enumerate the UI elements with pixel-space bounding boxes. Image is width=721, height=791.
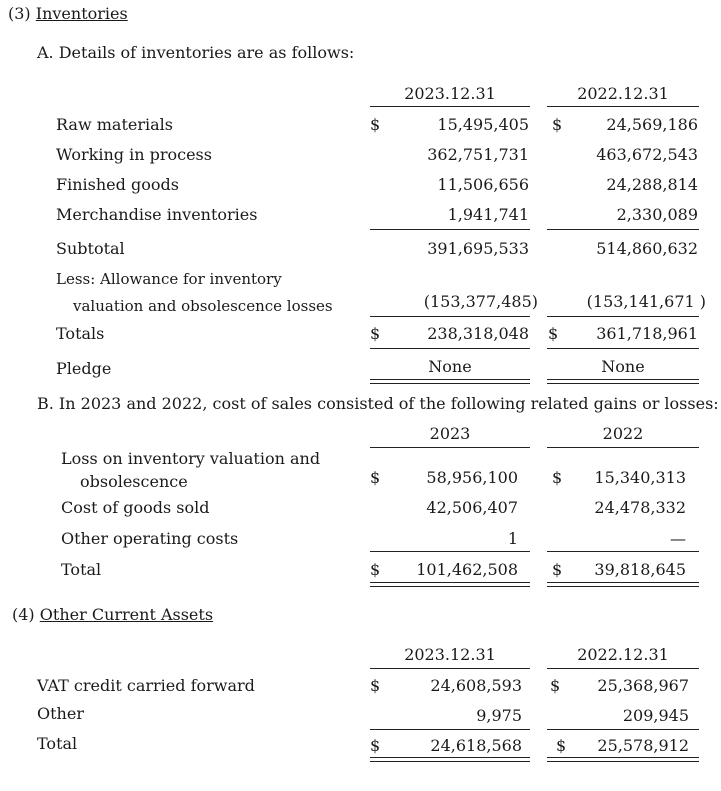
header-rule bbox=[547, 106, 699, 107]
row-label: Other operating costs bbox=[61, 529, 239, 548]
value-cell: 24,569,186 bbox=[606, 115, 698, 134]
allowance-value: (153,377,485) bbox=[423, 292, 538, 311]
subtotal-label: Subtotal bbox=[56, 239, 125, 258]
header-rule bbox=[547, 447, 699, 448]
total-label: Total bbox=[61, 560, 102, 579]
currency-symbol: $ bbox=[370, 560, 381, 579]
value-cell: 1,941,741 bbox=[447, 205, 529, 224]
header-rule bbox=[370, 106, 530, 107]
totals-rule bbox=[370, 316, 530, 317]
section-3-heading bbox=[8, 4, 128, 24]
total-value: 25,578,912 bbox=[597, 736, 689, 755]
currency-symbol: $ bbox=[552, 468, 563, 487]
allowance-label-line1: Less: Allowance for inventory bbox=[56, 270, 282, 288]
value-cell: — bbox=[670, 529, 686, 548]
value-cell: 1 bbox=[507, 529, 518, 548]
col-header-2023: 2023.12.31 bbox=[404, 84, 496, 103]
part-b-title: B. In 2023 and 2022, cost of sales consisted of the following related gains or losses: bbox=[37, 394, 719, 413]
total-label: Total bbox=[37, 734, 78, 753]
currency-symbol: $ bbox=[370, 676, 381, 695]
currency-symbol: $ bbox=[548, 324, 559, 343]
subtotal-value: 514,860,632 bbox=[596, 239, 698, 258]
col-header-2022: 2022.12.31 bbox=[577, 645, 669, 664]
value-cell: 2,330,089 bbox=[616, 205, 698, 224]
currency-symbol: $ bbox=[556, 736, 567, 755]
value-cell: 25,368,967 bbox=[597, 676, 689, 695]
total-value: 101,462,508 bbox=[416, 560, 518, 579]
allowance-value: (153,141,671 ) bbox=[586, 292, 706, 311]
currency-symbol: $ bbox=[552, 115, 563, 134]
total-rule bbox=[370, 729, 530, 730]
value-cell: 15,340,313 bbox=[594, 468, 686, 487]
row-label: Raw materials bbox=[56, 115, 173, 134]
total-double-rule bbox=[370, 757, 530, 762]
row-label: Finished goods bbox=[56, 175, 179, 194]
header-rule bbox=[370, 447, 530, 448]
value-cell: 24,608,593 bbox=[430, 676, 522, 695]
section-3-title: Inventories bbox=[35, 4, 128, 23]
header-rule bbox=[370, 668, 530, 669]
currency-symbol: $ bbox=[370, 736, 381, 755]
value-cell: 42,506,407 bbox=[426, 498, 518, 517]
total-rule bbox=[370, 551, 530, 552]
total-double-rule bbox=[370, 582, 530, 587]
totals-bottom-rule bbox=[370, 348, 530, 349]
total-double-rule bbox=[547, 757, 699, 762]
value-cell: 15,495,405 bbox=[437, 115, 529, 134]
total-double-rule bbox=[547, 582, 699, 587]
col-header-2023: 2023.12.31 bbox=[404, 645, 496, 664]
currency-symbol: $ bbox=[552, 560, 563, 579]
value-cell: 24,478,332 bbox=[594, 498, 686, 517]
section-4-number: (4) bbox=[12, 605, 35, 624]
pledge-double-rule bbox=[547, 379, 699, 384]
pledge-value: None bbox=[428, 357, 472, 376]
row-label: Merchandise inventories bbox=[56, 205, 258, 224]
totals-value: 361,718,961 bbox=[596, 324, 698, 343]
pledge-double-rule bbox=[370, 379, 530, 384]
value-cell: 362,751,731 bbox=[427, 145, 529, 164]
subtotal-rule bbox=[370, 229, 530, 230]
value-cell: 463,672,543 bbox=[596, 145, 698, 164]
row-label: VAT credit carried forward bbox=[37, 676, 255, 695]
currency-symbol: $ bbox=[370, 115, 381, 134]
value-cell: 24,288,814 bbox=[606, 175, 698, 194]
col-header-2022: 2022 bbox=[602, 424, 644, 443]
col-header-2023: 2023 bbox=[429, 424, 471, 443]
row-label: Other bbox=[37, 704, 84, 723]
totals-bottom-rule bbox=[547, 348, 699, 349]
total-rule bbox=[547, 551, 699, 552]
subtotal-value: 391,695,533 bbox=[427, 239, 529, 258]
currency-symbol: $ bbox=[370, 468, 381, 487]
row-label-cont: obsolescence bbox=[80, 472, 188, 491]
pledge-value: None bbox=[601, 357, 645, 376]
part-a-title: A. Details of inventories are as follows: bbox=[37, 43, 355, 62]
row-label: Loss on inventory valuation and bbox=[61, 449, 321, 468]
row-label: Cost of goods sold bbox=[61, 498, 210, 517]
total-value: 24,618,568 bbox=[430, 736, 522, 755]
section-4-heading bbox=[12, 605, 213, 625]
header-rule bbox=[547, 668, 699, 669]
value-cell: 58,956,100 bbox=[426, 468, 518, 487]
currency-symbol: $ bbox=[550, 676, 561, 695]
pledge-label: Pledge bbox=[56, 359, 112, 378]
value-cell: 209,945 bbox=[622, 706, 689, 725]
total-rule bbox=[547, 729, 699, 730]
currency-symbol: $ bbox=[370, 324, 381, 343]
allowance-label-line2: valuation and obsolescence losses bbox=[73, 297, 333, 315]
subtotal-rule bbox=[547, 229, 699, 230]
totals-value: 238,318,048 bbox=[427, 324, 529, 343]
value-cell: 11,506,656 bbox=[437, 175, 529, 194]
totals-rule bbox=[547, 316, 699, 317]
row-label: Working in process bbox=[56, 145, 212, 164]
totals-label: Totals bbox=[56, 324, 105, 343]
value-cell: 9,975 bbox=[476, 706, 522, 725]
total-value: 39,818,645 bbox=[594, 560, 686, 579]
section-4-title: Other Current Assets bbox=[39, 605, 214, 624]
section-3-number: (3) bbox=[8, 4, 31, 23]
col-header-2022: 2022.12.31 bbox=[577, 84, 669, 103]
